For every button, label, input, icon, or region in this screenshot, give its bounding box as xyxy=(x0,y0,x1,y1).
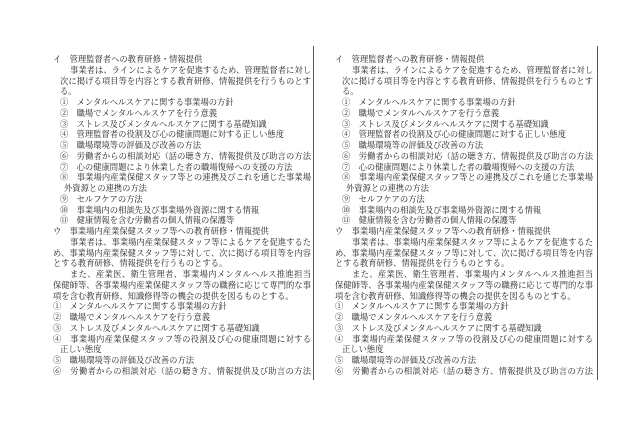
text-line: イ 管理監督者への教育研修・情報提供 xyxy=(53,54,203,64)
text-line: め、事業場内産業保健スタッフ等に対して、次に掲げる項目等を内容 xyxy=(53,247,311,258)
text-line: ⑩ 事業場内の相談先及び事業場外資源に関する情報 xyxy=(342,204,542,215)
text-line: ② 職場でメンタルヘルスケアを行う意義 xyxy=(335,312,493,322)
text-line: ① メンタルヘルスケアに関する事業場の方針 xyxy=(342,97,516,107)
text-line: ⑤ 職場環境等の評価及び改善の方法 xyxy=(342,140,484,150)
text-line: 事業者は、事業場内産業保健スタッフ等によるケアを促進するた xyxy=(352,236,593,247)
text-line: 項を含む教育研修、知識修得等の機会の提供を図るものとする。 xyxy=(335,290,576,301)
text-line: ③ ストレス及びメンタルヘルスケアに関する基礎知識 xyxy=(342,118,549,129)
text-line: 外資源との連携の方法 xyxy=(64,183,147,193)
text-line: ⑧ 事業場内産業保健スタッフ等との連携及びこれを通じた事業場 xyxy=(60,172,311,183)
text-line: ② 職場でメンタルヘルスケアを行う意義 xyxy=(342,107,500,118)
text-line: ⑧ 事業場内産業保健スタッフ等との連携及びこれを通じた事業場 xyxy=(342,172,593,183)
text-line: また、産業医、衛生管理者、事業場内メンタルヘルス推進担当 xyxy=(352,269,593,279)
text-line: ⑥ 労働者からの相談対応（話の聴き方、情報提供及び助言の方法 xyxy=(342,150,593,161)
text-line: 保健師等、各事業場内産業保健スタッフ等の職務に応じて専門的な事 xyxy=(335,279,593,290)
text-line: る。 xyxy=(60,86,77,97)
text-line: ② 職場でメンタルヘルスケアを行う意義 xyxy=(60,107,218,118)
text-line: 事業者は、ラインによるケアを促進するため、管理監督者に対し xyxy=(352,64,593,75)
text-line: ⑨ セルフケアの方法 xyxy=(342,193,425,204)
text-line: ③ ストレス及びメンタルヘルスケアに関する基礎知識 xyxy=(60,118,267,129)
text-line: とする教育研修、情報提供を行うものとする。 xyxy=(335,258,510,269)
text-line: ④ 事業場内産業保健スタッフ等の役割及び心の健康問題に対する xyxy=(335,333,593,344)
text-line: ④ 管理監督者の役割及び心の健康問題に対する正しい態度 xyxy=(342,129,567,140)
text-line: 正しい態度 xyxy=(342,344,384,355)
text-line: る。 xyxy=(342,86,359,97)
text-line: 保健師等、各事業場内産業保健スタッフ等の職務に応じて専門的な事 xyxy=(53,279,311,290)
text-line: ① メンタルヘルスケアに関する事業場の方針 xyxy=(53,301,227,312)
text-line: ③ ストレス及びメンタルヘルスケアに関する基礎知識 xyxy=(53,322,260,333)
text-line: また、産業医、衛生管理者、事業場内メンタルヘルス推進担当 xyxy=(70,269,311,279)
text-line: ① メンタルヘルスケアに関する事業場の方針 xyxy=(335,301,509,312)
text-line: 次に掲げる項目等を内容とする教育研修、情報提供を行うものとす xyxy=(60,75,311,86)
text-line: ⑩ 事業場内の相談先及び事業場外資源に関する情報 xyxy=(60,204,260,215)
text-line: ⑥ 労働者からの相談対応（話の聴き方、情報提供及び助言の方法 xyxy=(60,150,311,161)
text-line: ① メンタルヘルスケアに関する事業場の方針 xyxy=(60,97,234,107)
text-line: ② 職場でメンタルヘルスケアを行う意義 xyxy=(53,312,211,322)
text-line: ⑤ 職場環境等の評価及び改善の方法 xyxy=(53,355,195,365)
text-line: ⑨ セルフケアの方法 xyxy=(60,193,143,204)
text-line: 次に掲げる項目等を内容とする教育研修、情報提供を行うものとす xyxy=(342,75,593,86)
text-line: 項を含む教育研修、知識修得等の機会の提供を図るものとする。 xyxy=(53,290,294,301)
text-line: ⑤ 職場環境等の評価及び改善の方法 xyxy=(60,140,202,150)
text-line: ③ ストレス及びメンタルヘルスケアに関する基礎知識 xyxy=(335,322,542,333)
text-line: ④ 事業場内産業保健スタッフ等の役割及び心の健康問題に対する xyxy=(53,333,311,344)
text-line: ⑤ 職場環境等の評価及び改善の方法 xyxy=(335,355,477,365)
text-line: とする教育研修、情報提供を行うものとする。 xyxy=(53,258,228,269)
text-line: ⑥ 労働者からの相談対応（話の聴き方、情報提供及び助言の方法 xyxy=(53,365,311,376)
text-line: ⑪ 健康情報を含む労働者の個人情報の保護等 xyxy=(60,215,235,226)
text-line: ④ 管理監督者の役割及び心の健康問題に対する正しい態度 xyxy=(60,129,285,140)
text-line: 事業者は、事業場内産業保健スタッフ等によるケアを促進するた xyxy=(70,236,311,247)
text-line: イ 管理監督者への教育研修・情報提供 xyxy=(335,54,485,64)
text-line: ウ 事業場内産業保健スタッフ等への教育研修・情報提供 xyxy=(335,226,551,236)
text-line: ⑦ 心の健康問題により休業した者の職場復帰への支援の方法 xyxy=(342,161,575,172)
text-line: ウ 事業場内産業保健スタッフ等への教育研修・情報提供 xyxy=(53,226,269,236)
text-line: ⑥ 労働者からの相談対応（話の聴き方、情報提供及び助言の方法 xyxy=(335,365,593,376)
text-line: ⑪ 健康情報を含む労働者の個人情報の保護等 xyxy=(342,215,517,226)
text-line: ⑦ 心の健康問題により休業した者の職場復帰への支援の方法 xyxy=(60,161,293,172)
text-line: 事業者は、ラインによるケアを促進するため、管理監督者に対し xyxy=(70,64,311,75)
text-line: 正しい態度 xyxy=(60,344,102,355)
text-line: め、事業場内産業保健スタッフ等に対して、次に掲げる項目等を内容 xyxy=(335,247,593,258)
text-line: 外資源との連携の方法 xyxy=(346,183,429,193)
